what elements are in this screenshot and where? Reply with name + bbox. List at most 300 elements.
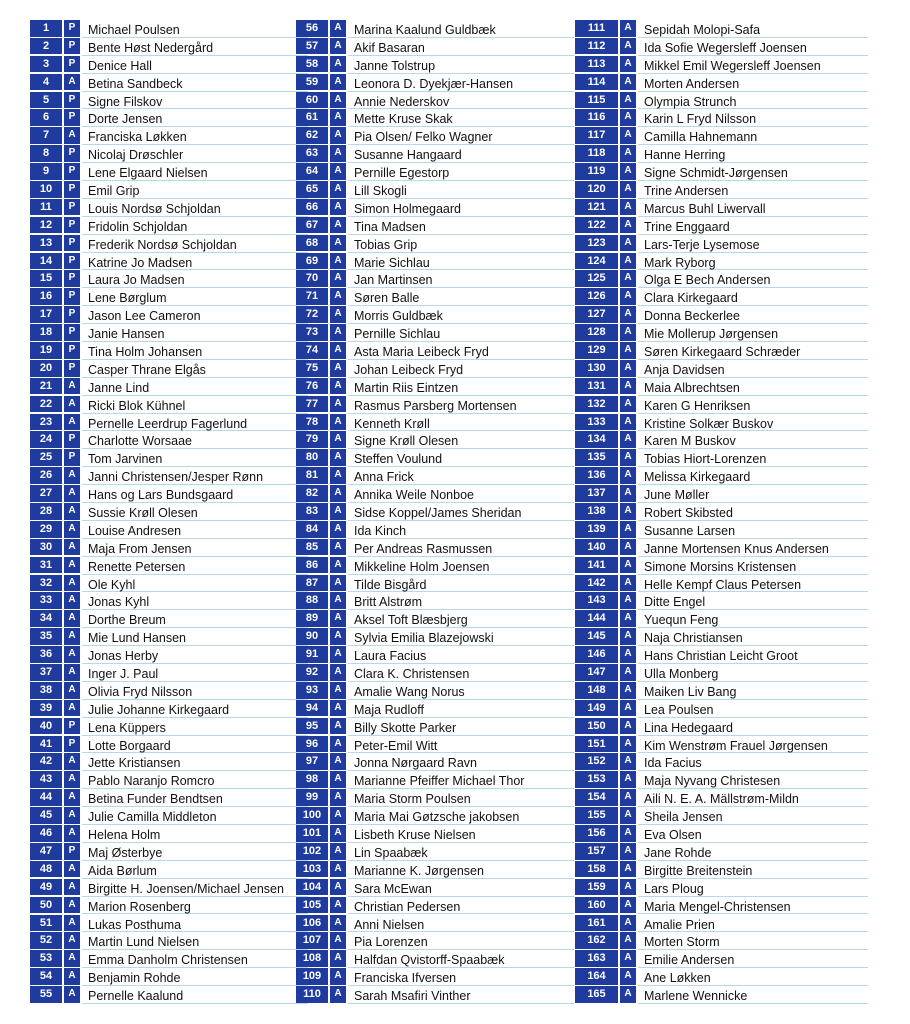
row-name: Steffen Voulund bbox=[348, 449, 574, 467]
roster-row bbox=[575, 342, 868, 360]
row-number: 99 bbox=[296, 789, 328, 806]
roster-row bbox=[575, 753, 868, 771]
roster-row bbox=[575, 539, 868, 557]
roster-row bbox=[30, 127, 308, 145]
roster-row bbox=[296, 950, 574, 968]
row-number: 22 bbox=[30, 396, 62, 413]
row-name: Marianne Pfeiffer Michael Thor bbox=[348, 771, 574, 789]
row-number: 87 bbox=[296, 575, 328, 592]
row-number: 89 bbox=[296, 610, 328, 627]
row-code: A bbox=[64, 592, 80, 609]
row-number: 128 bbox=[575, 324, 618, 341]
row-name: Aksel Toft Blæsbjerg bbox=[348, 610, 574, 628]
row-name: Donna Beckerlee bbox=[638, 306, 868, 324]
row-number: 144 bbox=[575, 610, 618, 627]
row-number: 47 bbox=[30, 843, 62, 860]
row-name: Emma Danholm Christensen bbox=[82, 950, 308, 968]
roster-row bbox=[296, 360, 574, 378]
row-code: A bbox=[620, 879, 636, 896]
row-code: A bbox=[620, 986, 636, 1003]
roster-row bbox=[296, 92, 574, 110]
row-code: A bbox=[330, 217, 346, 234]
row-code: A bbox=[620, 557, 636, 574]
roster-row bbox=[30, 932, 308, 950]
roster-row bbox=[296, 789, 574, 807]
row-code: A bbox=[64, 897, 80, 914]
row-name: Signe Filskov bbox=[82, 92, 308, 110]
row-name: Lene Børglum bbox=[82, 288, 308, 306]
row-number: 17 bbox=[30, 306, 62, 323]
row-code: A bbox=[620, 843, 636, 860]
row-name: Lina Hedegaard bbox=[638, 718, 868, 736]
row-code: A bbox=[64, 74, 80, 91]
row-number: 156 bbox=[575, 825, 618, 842]
row-code: A bbox=[620, 646, 636, 663]
row-number: 32 bbox=[30, 575, 62, 592]
roster-row bbox=[575, 163, 868, 181]
row-name: Naja Christiansen bbox=[638, 628, 868, 646]
roster-row bbox=[575, 20, 868, 38]
row-name: Janne Mortensen Knus Andersen bbox=[638, 539, 868, 557]
row-number: 91 bbox=[296, 646, 328, 663]
row-number: 129 bbox=[575, 342, 618, 359]
roster-row bbox=[296, 575, 574, 593]
row-number: 145 bbox=[575, 628, 618, 645]
roster-row bbox=[575, 861, 868, 879]
row-name: Camilla Hahnemann bbox=[638, 127, 868, 145]
roster-row bbox=[30, 950, 308, 968]
row-name: Lars Ploug bbox=[638, 879, 868, 897]
row-number: 77 bbox=[296, 396, 328, 413]
roster-row bbox=[296, 682, 574, 700]
row-number: 141 bbox=[575, 557, 618, 574]
roster-row bbox=[30, 396, 308, 414]
row-code: A bbox=[330, 396, 346, 413]
roster-row bbox=[296, 199, 574, 217]
row-number: 80 bbox=[296, 449, 328, 466]
row-number: 12 bbox=[30, 217, 62, 234]
row-number: 74 bbox=[296, 342, 328, 359]
row-name: Marlene Wennicke bbox=[638, 986, 868, 1004]
row-number: 143 bbox=[575, 592, 618, 609]
row-number: 44 bbox=[30, 789, 62, 806]
row-number: 48 bbox=[30, 861, 62, 878]
row-number: 81 bbox=[296, 467, 328, 484]
roster-row bbox=[30, 92, 308, 110]
row-code: A bbox=[620, 700, 636, 717]
row-name: Akif Basaran bbox=[348, 38, 574, 56]
roster-row bbox=[296, 664, 574, 682]
row-number: 139 bbox=[575, 521, 618, 538]
row-name: Pia Olsen/ Felko Wagner bbox=[348, 127, 574, 145]
row-code: A bbox=[64, 485, 80, 502]
row-number: 165 bbox=[575, 986, 618, 1003]
roster-row bbox=[296, 503, 574, 521]
row-number: 84 bbox=[296, 521, 328, 538]
roster-row bbox=[30, 342, 308, 360]
row-name: Morris Guldbæk bbox=[348, 306, 574, 324]
row-name: Charlotte Worsaae bbox=[82, 431, 308, 449]
row-name: Maja Rudloff bbox=[348, 700, 574, 718]
roster-row bbox=[30, 789, 308, 807]
row-code: A bbox=[620, 109, 636, 126]
row-code: P bbox=[64, 145, 80, 162]
row-name: Ida Kinch bbox=[348, 521, 574, 539]
row-name: Sidse Koppel/James Sheridan bbox=[348, 503, 574, 521]
row-number: 65 bbox=[296, 181, 328, 198]
row-code: A bbox=[620, 431, 636, 448]
roster-row bbox=[30, 861, 308, 879]
row-name: Maiken Liv Bang bbox=[638, 682, 868, 700]
row-name: Tom Jarvinen bbox=[82, 449, 308, 467]
row-name: Lene Elgaard Nielsen bbox=[82, 163, 308, 181]
row-name: Robert Skibsted bbox=[638, 503, 868, 521]
row-name: Hans og Lars Bundsgaard bbox=[82, 485, 308, 503]
row-code: A bbox=[620, 467, 636, 484]
row-name: Susanne Larsen bbox=[638, 521, 868, 539]
row-code: A bbox=[330, 414, 346, 431]
row-number: 109 bbox=[296, 968, 328, 985]
roster-row bbox=[30, 610, 308, 628]
row-number: 126 bbox=[575, 288, 618, 305]
row-code: P bbox=[64, 253, 80, 270]
row-number: 163 bbox=[575, 950, 618, 967]
roster-row bbox=[575, 986, 868, 1004]
row-number: 83 bbox=[296, 503, 328, 520]
roster-row bbox=[296, 181, 574, 199]
row-number: 40 bbox=[30, 718, 62, 735]
row-number: 98 bbox=[296, 771, 328, 788]
row-number: 146 bbox=[575, 646, 618, 663]
row-code: P bbox=[64, 56, 80, 73]
row-name: Amalie Wang Norus bbox=[348, 682, 574, 700]
row-code: A bbox=[620, 127, 636, 144]
row-number: 94 bbox=[296, 700, 328, 717]
row-code: A bbox=[620, 628, 636, 645]
row-code: A bbox=[620, 163, 636, 180]
row-number: 18 bbox=[30, 324, 62, 341]
row-code: A bbox=[64, 503, 80, 520]
row-name: Per Andreas Rasmussen bbox=[348, 539, 574, 557]
roster-row bbox=[296, 485, 574, 503]
row-code: A bbox=[620, 664, 636, 681]
row-name: Trine Andersen bbox=[638, 181, 868, 199]
row-code: A bbox=[620, 145, 636, 162]
row-code: A bbox=[620, 718, 636, 735]
row-code: A bbox=[330, 378, 346, 395]
roster-row bbox=[575, 807, 868, 825]
row-code: A bbox=[620, 217, 636, 234]
roster-row bbox=[575, 235, 868, 253]
row-name: Anna Frick bbox=[348, 467, 574, 485]
roster-row bbox=[575, 270, 868, 288]
roster-row bbox=[575, 467, 868, 485]
roster-row bbox=[30, 557, 308, 575]
row-code: A bbox=[620, 288, 636, 305]
row-number: 57 bbox=[296, 38, 328, 55]
roster-row bbox=[30, 986, 308, 1004]
roster-row bbox=[296, 932, 574, 950]
roster-row bbox=[575, 306, 868, 324]
row-number: 1 bbox=[30, 20, 62, 37]
row-number: 155 bbox=[575, 807, 618, 824]
roster-row bbox=[30, 843, 308, 861]
row-number: 68 bbox=[296, 235, 328, 252]
row-number: 147 bbox=[575, 664, 618, 681]
row-number: 71 bbox=[296, 288, 328, 305]
row-name: Marcus Buhl Liwervall bbox=[638, 199, 868, 217]
row-number: 66 bbox=[296, 199, 328, 216]
row-name: Amalie Prien bbox=[638, 915, 868, 933]
row-number: 153 bbox=[575, 771, 618, 788]
row-name: Ditte Engel bbox=[638, 592, 868, 610]
roster-row bbox=[575, 610, 868, 628]
row-name: Clara Kirkegaard bbox=[638, 288, 868, 306]
row-name: Simone Morsins Kristensen bbox=[638, 557, 868, 575]
row-number: 6 bbox=[30, 109, 62, 126]
row-code: P bbox=[64, 736, 80, 753]
row-number: 13 bbox=[30, 235, 62, 252]
row-code: A bbox=[620, 915, 636, 932]
row-name: Janne Lind bbox=[82, 378, 308, 396]
row-number: 137 bbox=[575, 485, 618, 502]
roster-row bbox=[30, 682, 308, 700]
row-code: A bbox=[330, 360, 346, 377]
row-name: Betina Sandbeck bbox=[82, 74, 308, 92]
row-number: 152 bbox=[575, 753, 618, 770]
roster-row bbox=[30, 771, 308, 789]
row-code: A bbox=[64, 950, 80, 967]
roster-row bbox=[575, 288, 868, 306]
row-code: A bbox=[620, 378, 636, 395]
row-name: Mette Kruse Skak bbox=[348, 109, 574, 127]
row-name: Eva Olsen bbox=[638, 825, 868, 843]
roster-row bbox=[30, 575, 308, 593]
row-name: Pernille Sichlau bbox=[348, 324, 574, 342]
row-number: 36 bbox=[30, 646, 62, 663]
row-name: Maria Storm Poulsen bbox=[348, 789, 574, 807]
row-name: Olga E Bech Andersen bbox=[638, 270, 868, 288]
roster-row bbox=[575, 897, 868, 915]
row-number: 103 bbox=[296, 861, 328, 878]
row-code: A bbox=[64, 825, 80, 842]
row-number: 138 bbox=[575, 503, 618, 520]
roster-row bbox=[296, 915, 574, 933]
row-number: 35 bbox=[30, 628, 62, 645]
row-number: 11 bbox=[30, 199, 62, 216]
row-name: Janne Tolstrup bbox=[348, 56, 574, 74]
roster-row bbox=[575, 253, 868, 271]
roster-row bbox=[30, 646, 308, 664]
row-name: Marianne K. Jørgensen bbox=[348, 861, 574, 879]
row-code: A bbox=[330, 879, 346, 896]
row-name: Laura Facius bbox=[348, 646, 574, 664]
row-name: Franciska Løkken bbox=[82, 127, 308, 145]
row-name: Ida Sofie Wegersleff Joensen bbox=[638, 38, 868, 56]
row-number: 37 bbox=[30, 664, 62, 681]
row-code: P bbox=[64, 109, 80, 126]
row-code: A bbox=[620, 449, 636, 466]
row-code: P bbox=[64, 199, 80, 216]
row-code: A bbox=[620, 539, 636, 556]
row-code: A bbox=[330, 521, 346, 538]
row-number: 5 bbox=[30, 92, 62, 109]
row-name: Ricki Blok Kühnel bbox=[82, 396, 308, 414]
roster-row bbox=[30, 378, 308, 396]
row-code: A bbox=[620, 199, 636, 216]
row-name: Julie Camilla Middleton bbox=[82, 807, 308, 825]
row-number: 108 bbox=[296, 950, 328, 967]
roster-row bbox=[296, 521, 574, 539]
row-code: A bbox=[330, 109, 346, 126]
row-number: 73 bbox=[296, 324, 328, 341]
row-code: A bbox=[330, 467, 346, 484]
row-code: A bbox=[64, 539, 80, 556]
roster-row bbox=[296, 897, 574, 915]
row-number: 127 bbox=[575, 306, 618, 323]
row-name: Rasmus Parsberg Mortensen bbox=[348, 396, 574, 414]
row-code: A bbox=[64, 915, 80, 932]
row-number: 54 bbox=[30, 968, 62, 985]
row-name: Yuequn Feng bbox=[638, 610, 868, 628]
row-code: A bbox=[64, 771, 80, 788]
row-name: Sepidah Molopi-Safa bbox=[638, 20, 868, 38]
row-name: Julie Johanne Kirkegaard bbox=[82, 700, 308, 718]
row-number: 121 bbox=[575, 199, 618, 216]
row-name: Laura Jo Madsen bbox=[82, 270, 308, 288]
row-code: P bbox=[64, 324, 80, 341]
row-number: 55 bbox=[30, 986, 62, 1003]
row-number: 3 bbox=[30, 56, 62, 73]
row-code: A bbox=[330, 736, 346, 753]
row-code: A bbox=[330, 539, 346, 556]
row-code: A bbox=[330, 431, 346, 448]
row-number: 29 bbox=[30, 521, 62, 538]
row-code: P bbox=[64, 431, 80, 448]
row-number: 107 bbox=[296, 932, 328, 949]
row-code: A bbox=[330, 288, 346, 305]
row-code: P bbox=[64, 92, 80, 109]
row-name: Helle Kempf Claus Petersen bbox=[638, 575, 868, 593]
row-number: 7 bbox=[30, 127, 62, 144]
row-code: A bbox=[330, 700, 346, 717]
row-code: A bbox=[330, 753, 346, 770]
roster-row bbox=[575, 396, 868, 414]
row-number: 140 bbox=[575, 539, 618, 556]
roster-row bbox=[296, 718, 574, 736]
row-code: A bbox=[330, 664, 346, 681]
row-code: P bbox=[64, 163, 80, 180]
row-number: 82 bbox=[296, 485, 328, 502]
row-name: Michael Poulsen bbox=[82, 20, 308, 38]
roster-row bbox=[575, 843, 868, 861]
row-number: 52 bbox=[30, 932, 62, 949]
row-name: Søren Balle bbox=[348, 288, 574, 306]
roster-row bbox=[575, 503, 868, 521]
row-code: A bbox=[620, 592, 636, 609]
row-code: A bbox=[330, 557, 346, 574]
row-number: 142 bbox=[575, 575, 618, 592]
roster-row bbox=[296, 270, 574, 288]
row-name: Christian Pedersen bbox=[348, 897, 574, 915]
row-code: A bbox=[620, 789, 636, 806]
row-number: 95 bbox=[296, 718, 328, 735]
row-code: A bbox=[620, 74, 636, 91]
roster-row bbox=[575, 431, 868, 449]
row-name: Jan Martinsen bbox=[348, 270, 574, 288]
roster-row bbox=[575, 74, 868, 92]
row-number: 112 bbox=[575, 38, 618, 55]
roster-row bbox=[296, 145, 574, 163]
roster-row bbox=[30, 449, 308, 467]
roster-row bbox=[575, 950, 868, 968]
roster-row bbox=[30, 521, 308, 539]
roster-row bbox=[296, 109, 574, 127]
row-code: A bbox=[620, 932, 636, 949]
roster-row bbox=[296, 324, 574, 342]
row-code: A bbox=[330, 92, 346, 109]
roster-row bbox=[575, 521, 868, 539]
row-name: Olympia Strunch bbox=[638, 92, 868, 110]
roster-row bbox=[296, 592, 574, 610]
row-code: A bbox=[620, 807, 636, 824]
row-name: Tobias Hiort-Lorenzen bbox=[638, 449, 868, 467]
row-name: Kristine Solkær Buskov bbox=[638, 414, 868, 432]
roster-row bbox=[30, 306, 308, 324]
roster-row bbox=[575, 664, 868, 682]
row-name: Janie Hansen bbox=[82, 324, 308, 342]
row-code: A bbox=[330, 127, 346, 144]
row-name: Pernelle Kaalund bbox=[82, 986, 308, 1004]
row-name: Martin Riis Eintzen bbox=[348, 378, 574, 396]
row-code: A bbox=[620, 610, 636, 627]
row-name: Emil Grip bbox=[82, 181, 308, 199]
row-code: A bbox=[330, 253, 346, 270]
roster-row bbox=[296, 753, 574, 771]
roster-row bbox=[296, 235, 574, 253]
row-code: A bbox=[620, 753, 636, 770]
row-number: 4 bbox=[30, 74, 62, 91]
row-name: Jonas Kyhl bbox=[82, 592, 308, 610]
row-name: Renette Petersen bbox=[82, 557, 308, 575]
roster-row bbox=[30, 879, 308, 897]
row-number: 69 bbox=[296, 253, 328, 270]
roster-row bbox=[30, 20, 308, 38]
row-name: Sylvia Emilia Blazejowski bbox=[348, 628, 574, 646]
row-code: A bbox=[330, 986, 346, 1003]
row-number: 157 bbox=[575, 843, 618, 860]
roster-row bbox=[575, 145, 868, 163]
row-name: Morten Storm bbox=[638, 932, 868, 950]
row-name: Janni Christensen/Jesper Rønn bbox=[82, 467, 308, 485]
row-code: A bbox=[64, 879, 80, 896]
row-number: 102 bbox=[296, 843, 328, 860]
roster-row bbox=[30, 753, 308, 771]
roster-row bbox=[296, 646, 574, 664]
roster-row bbox=[30, 539, 308, 557]
row-number: 76 bbox=[296, 378, 328, 395]
roster-row bbox=[296, 986, 574, 1004]
row-name: Lukas Posthuma bbox=[82, 915, 308, 933]
row-number: 124 bbox=[575, 253, 618, 270]
row-number: 115 bbox=[575, 92, 618, 109]
row-code: P bbox=[64, 288, 80, 305]
row-code: A bbox=[330, 199, 346, 216]
row-number: 161 bbox=[575, 915, 618, 932]
row-number: 50 bbox=[30, 897, 62, 914]
row-code: A bbox=[330, 807, 346, 824]
roster-row bbox=[296, 38, 574, 56]
